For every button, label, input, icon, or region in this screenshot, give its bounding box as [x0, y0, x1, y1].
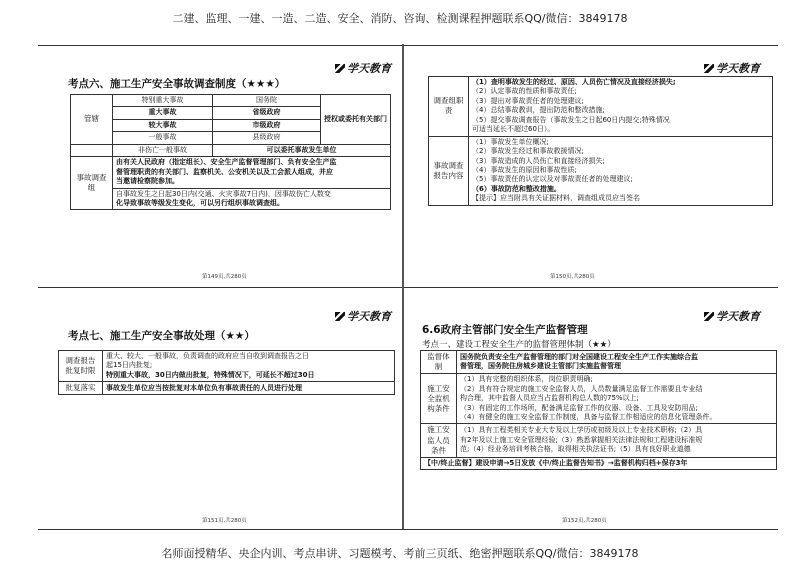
slide-150	[404, 46, 780, 286]
handling-table	[58, 350, 395, 395]
slide-151	[40, 288, 400, 528]
authorize-note: 授权或委托有关部门	[321, 95, 391, 145]
investigation-table	[70, 94, 391, 210]
page-number: 第152页,共280页	[562, 518, 607, 524]
supervision-table	[420, 350, 777, 470]
terminate-supervision-note: 【中/终止监督】建设申请→5日发放《中/终止监督告知书》→监督机构归档+保存3年	[421, 457, 777, 469]
brand-logo: 学天教育	[704, 60, 760, 76]
section-title: 考点六、施工生产安全事故调查制度（★★★）	[68, 78, 286, 90]
approval-deadline-label: 调查报告批复时限	[59, 351, 103, 382]
report-content-label: 事故调查报告内容	[429, 136, 469, 205]
duties-label: 调查组职责	[429, 77, 469, 137]
accident-level: 较大事故	[113, 119, 213, 131]
investigation-group-label: 事故调查组	[71, 157, 113, 210]
slide-152	[404, 288, 780, 528]
accident-level: 特别重大事故	[113, 95, 213, 107]
slide-149	[40, 46, 400, 286]
page-number: 第151页,共280页	[202, 518, 247, 524]
supervision-system-text: 国务院负责安全生产监督管理的部门对全国建设工程安全生产工作实施综合监 督管理，国务院住房城乡建设主管部门实施监督管理	[457, 351, 777, 374]
authority: 省级政府	[213, 107, 321, 119]
section-title: 6.6政府主管部门安全生产监督管理	[422, 324, 588, 336]
group-composition: 由有关人民政府（指定组长）、安全生产监督管理部门、负有安全生产监 督管理职责的有关部门、监察机关、公安机关以及工会派人组成，并应 当邀请检察院参加。	[113, 157, 391, 188]
bottom-banner: 名师面授精华、央企内训、考点串讲、习题模考、考前三页纸、绝密押题联系QQ/微信：3849178	[161, 547, 639, 560]
brand-logo-icon	[335, 64, 345, 73]
top-banner: 二建、监理、一建、一造、二造、安全、消防、咨询、检测课程押题联系QQ/微信：3849178	[172, 12, 628, 25]
section-subtitle: 考点一、建设工程安全生产的监督管理体制（★★）	[422, 340, 616, 350]
approval-implementation-text: 事故发生单位应当按批复对本单位负有事故责任的人员进行处理	[103, 382, 395, 395]
authority: 国务院	[213, 95, 321, 107]
accident-level: 重大事故	[113, 107, 213, 119]
agency-conditions-list: （1）具有完整的组织体系，岗位职责明确; （2）具有符合规定的施工安全监督人员，人员数量满足监督工作需要且专业结 构合理，其中监督人员应当占监督机构总人数的75%以上; （3）有固定的工作场所，配备满足监督工作的仪器、设备、工具及安防用品; （4）有健全的施工安全监督工作制度，具备与监督工作相适应的信息化管理条件。	[457, 374, 777, 424]
approval-implementation-label: 批复落实	[59, 382, 103, 395]
nonfatal-right: 可以委托事故发生单位	[213, 144, 391, 156]
authority: 县级政府	[213, 132, 321, 144]
nonfatal-accident: 非伤亡一般事故	[113, 144, 213, 156]
duties-list: （1）查明事故发生的经过、原因、人员伤亡情况及直接经济损失; （2）认定事故的性质和事故责任; （3）提出对事故责任者的处理建议; （4）总结事故教训，提出防范和整改措施; （5）提交事故调查报告（事故发生之日起60日内提交;特殊情况 可适当延长不超过60日）。	[469, 77, 773, 137]
report-content-list: （1）事故发生单位概况; （2）事故发生经过和事故救援情况; （3）事故造成的人员伤亡和直接经济损失; （4）事故发生的原因和事故性质; （5）事故责任的认定以及对事故责任者的处理建议; （6）事故防范和整改措施。 【提示】应当附具有关证据材料，调查组成员应当签名	[469, 136, 773, 205]
page-number: 第150页,共280页	[550, 274, 595, 280]
approval-deadline-text: 重大、较大、一般事故，负责调查的政府应当自收到调查报告之日 起15日内批复; 特别重大事故，30日内做出批复，特殊情况下，可延长不超过30日	[103, 351, 395, 382]
brand-logo-icon	[335, 312, 345, 321]
staff-conditions-list: （1）具有工程类相关专业大专及以上学历或初级及以上专业技术职称;（2）具 有2年及以上施工安全管理经验;（3）熟悉掌握相关法律法规和工程建设标准规 范;（4）经业务培训考核合格，取得相关执法证书;（5）具有良好职业道德	[457, 424, 777, 457]
staff-conditions-label: 施工安监人员条件	[421, 424, 457, 457]
authority: 市级政府	[213, 119, 321, 131]
brand-logo: 学天教育	[335, 60, 391, 76]
brand-logo-icon	[704, 64, 714, 73]
group-change-rule: 自事故发生之日起30日内(交通、火灾事故7日内)，因事故伤亡人数变 化导致事故等级发生变化，可以另行组织事故调查组。	[113, 188, 391, 210]
page-number: 第149页,共280页	[202, 274, 247, 280]
brand-logo: 学天教育	[704, 308, 760, 324]
section-title: 考点七、施工生产安全事故处理（★★）	[68, 330, 255, 342]
brand-logo: 学天教育	[335, 308, 391, 324]
empty-cell	[71, 144, 113, 156]
agency-conditions-label: 施工安全监机构条件	[421, 374, 457, 424]
brand-logo-icon	[704, 312, 714, 321]
supervision-system-label: 监督体制	[421, 351, 457, 374]
investigation-duties-table	[428, 76, 773, 206]
accident-level: 一般事故	[113, 132, 213, 144]
jurisdiction-label: 管辖	[71, 95, 113, 145]
bottom-border	[38, 529, 778, 530]
